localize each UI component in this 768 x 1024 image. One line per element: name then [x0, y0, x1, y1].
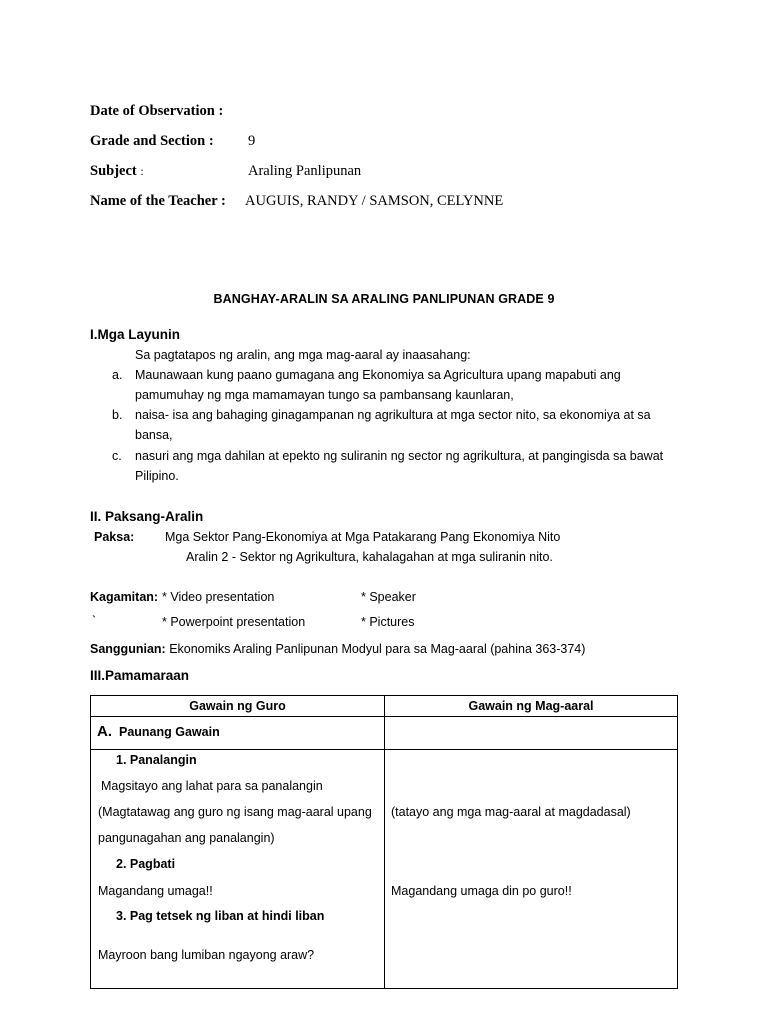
pamamaraan-heading: III.Pamamaraan	[90, 668, 190, 683]
section-a-letter: A.	[97, 723, 112, 740]
panalangin-note-line1: (Magtatawag ang guro ng isang mag-aaral upang	[98, 805, 372, 819]
kagamitan-item-video: * Video presentation	[162, 590, 275, 604]
table-header-row	[91, 696, 678, 717]
layunin-item-a-line2: pamumuhay ng mga mamamayan tungo sa pambansang kaunlaran,	[135, 388, 514, 402]
tsek-question: Mayroon bang lumiban ngayong araw?	[98, 948, 315, 962]
backtick-mark: `	[92, 614, 97, 628]
pagbati-response: Magandang umaga din po guro!!	[391, 884, 572, 898]
sanggunian-value: Ekonomiks Araling Panlipunan Modyul para sa Mag-aaral (pahina 363-374)	[169, 642, 586, 656]
grade-section-value: 9	[248, 133, 256, 149]
layunin-item-b-line1: naisa- isa ang bahaging ginagampanan ng agrikultura at mga sector nito, sa ekonomiya at sa	[135, 408, 651, 422]
paksa-line2: Aralin 2 - Sektor ng Agrikultura, kahalagahan at mga suliranin nito.	[186, 550, 553, 564]
paunang-gawain-cell	[91, 717, 385, 750]
sanggunian-line	[90, 642, 585, 656]
layunin-item-b-line2: bansa,	[135, 428, 173, 442]
table-row-activities	[91, 750, 678, 989]
subject-value: Araling Panlipunan	[248, 163, 362, 179]
col-header-guro: Gawain ng Guro	[91, 696, 385, 717]
layunin-heading: I.Mga Layunin	[90, 327, 181, 342]
grade-section-label: Grade and Section :	[90, 133, 214, 149]
subject-label	[90, 163, 144, 180]
panalangin-response: (tatayo ang mga mag-aaral at magdadasal)	[391, 805, 631, 819]
panalangin-note-line2: pangunagahan ang panalangin)	[98, 831, 275, 845]
date-of-observation-label: Date of Observation :	[90, 103, 224, 119]
paksa-line1: Mga Sektor Pang-Ekonomiya at Mga Patakarang Pang Ekonomiya Nito	[165, 530, 561, 544]
layunin-marker-c: c.	[112, 449, 122, 463]
kagamitan-item-pictures: * Pictures	[361, 615, 415, 629]
paksang-aralin-heading: II. Paksang-Aralin	[90, 509, 204, 524]
document-title: BANGHAY-ARALIN SA ARALING PANLIPUNAN GRADE 9	[213, 292, 555, 306]
layunin-intro: Sa pagtatapos ng aralin, ang mga mag-aaral ay inaasahang:	[135, 348, 471, 362]
table-row-paunang-gawain	[91, 717, 678, 750]
section-a-label: Paunang Gawain	[119, 725, 220, 739]
panalangin-label: 1. Panalangin	[116, 753, 197, 767]
col-header-magaaral: Gawain ng Mag-aaral	[385, 696, 678, 717]
guro-activities-cell	[91, 750, 385, 989]
sanggunian-label: Sanggunian:	[90, 642, 166, 656]
kagamitan-item-speaker: * Speaker	[361, 590, 416, 604]
layunin-marker-b: b.	[112, 408, 123, 422]
magaaral-responses-cell	[385, 750, 678, 989]
kagamitan-item-powerpoint: * Powerpoint presentation	[162, 615, 306, 629]
subject-label-colon: :	[140, 164, 144, 178]
paksa-label: Paksa:	[94, 530, 135, 544]
layunin-marker-a: a.	[112, 368, 123, 382]
layunin-item-c-line1: nasuri ang mga dahilan at epekto ng suliranin ng sector ng agrikultura, at pangingisda sa bawat	[135, 449, 664, 463]
teacher-label: Name of the Teacher :	[90, 193, 226, 209]
layunin-item-c-line2: Pilipino.	[135, 469, 179, 483]
layunin-item-a-line1: Maunawaan kung paano gumagana ang Ekonomiya sa Agricultura upang mapabuti ang	[135, 368, 621, 382]
pagbati-label: 2. Pagbati	[116, 857, 176, 871]
subject-label-text: Subject	[90, 163, 137, 179]
tsek-label: 3. Pag tetsek ng liban at hindi liban	[116, 909, 325, 923]
kagamitan-label: Kagamitan:	[90, 590, 159, 604]
teacher-value: AUGUIS, RANDY / SAMSON, CELYNNE	[245, 193, 504, 209]
pamamaraan-table	[90, 695, 678, 989]
paunang-gawain-response-cell	[385, 717, 678, 750]
pagbati-text: Magandang umaga!!	[98, 884, 213, 898]
panalangin-text: Magsitayo ang lahat para sa panalangin	[101, 779, 323, 793]
